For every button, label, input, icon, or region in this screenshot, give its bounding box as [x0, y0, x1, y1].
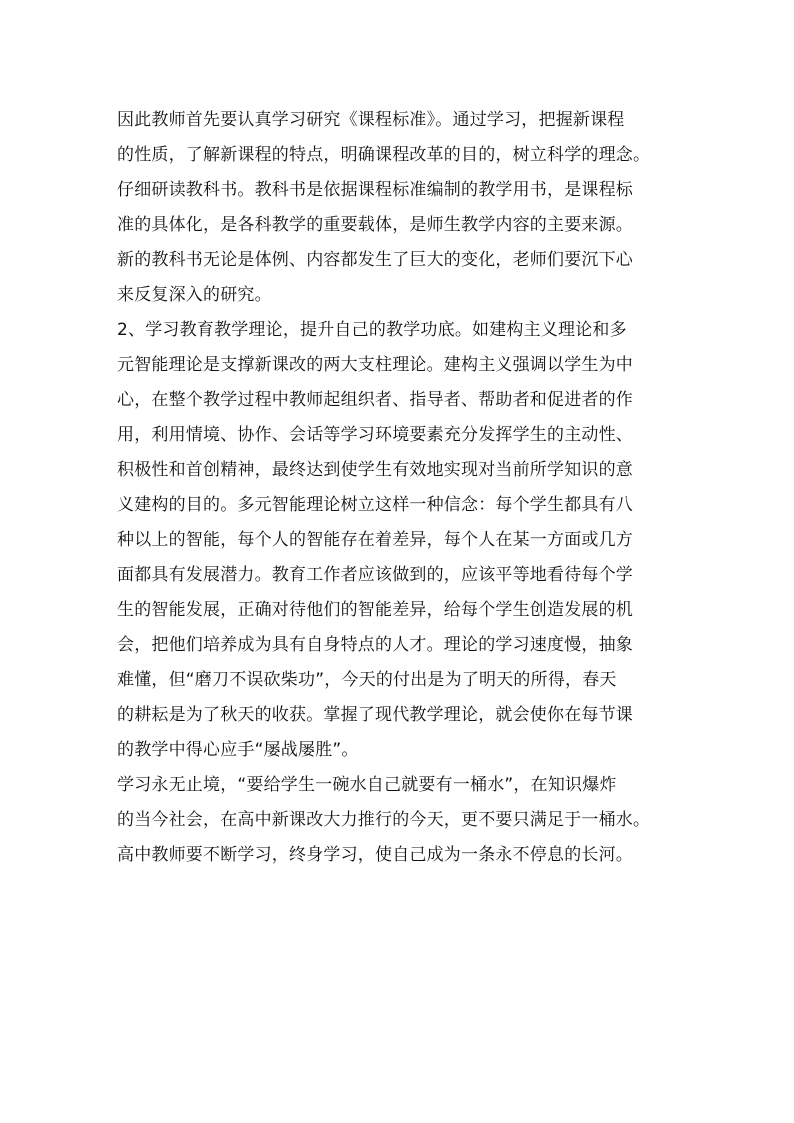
- text-line: 的当今社会，在高中新课改大力推行的今天，更不要只满足于一桶水。: [117, 810, 651, 830]
- text-line: 学习永无止境，“要给学生一碗水自己就要有一桶水”，在知识爆炸: [117, 775, 617, 795]
- text-line: 面都具有发展潜力。教育工作者应该做到的，应该平等地看待每个学: [117, 565, 633, 585]
- text-line: 元智能理论是支撑新课改的两大支柱理论。建构主义强调以学生为中: [117, 355, 633, 375]
- text-line: 2、学习教育教学理论，提升自己的教学功底。如建构主义理论和多: [117, 320, 627, 340]
- text-line: 来反复深入的研究。: [117, 285, 272, 305]
- text-line: 准的具体化，是各科教学的重要载体，是师生教学内容的主要来源。: [117, 215, 633, 235]
- text-line: 用，利用情境、协作、会话等学习环境要素充分发挥学生的主动性、: [117, 425, 633, 445]
- body-text: [117, 103, 687, 873]
- text-line: 积极性和首创精神，最终达到使学生有效地实现对当前所学知识的意: [117, 460, 633, 480]
- text-line: 新的教科书无论是体例、内容都发生了巨大的变化，老师们要沉下心: [117, 250, 633, 270]
- text-line: 仔细研读教科书。教科书是依据课程标准编制的教学用书，是课程标: [117, 180, 633, 200]
- text-line: 因此教师首先要认真学习研究《课程标准》。通过学习，把握新课程: [117, 110, 625, 130]
- text-line: 种以上的智能，每个人的智能存在着差异，每个人在某一方面或几方: [117, 530, 633, 550]
- text-line: 的教学中得心应手“屡战屡胜”。: [117, 740, 359, 760]
- text-line: 高中教师要不断学习，终身学习，使自己成为一条永不停息的长河。: [117, 845, 633, 865]
- text-line: 义建构的目的。多元智能理论树立这样一种信念：每个学生都具有八: [117, 495, 633, 515]
- text-line: 心，在整个教学过程中教师起组织者、指导者、帮助者和促进者的作: [117, 390, 633, 410]
- text-line: 的性质，了解新课程的特点，明确课程改革的目的，树立科学的理念。: [117, 145, 651, 165]
- text-line: 生的智能发展，正确对待他们的智能差异，给每个学生创造发展的机: [117, 600, 633, 620]
- text-line: 难懂，但“磨刀不误砍柴功”，今天的付出是为了明天的所得，春天: [117, 670, 617, 690]
- text-line: 会，把他们培养成为具有自身特点的人才。理论的学习速度慢，抽象: [117, 635, 633, 655]
- text-line: 的耕耘是为了秋天的收获。掌握了现代教学理论，就会使你在每节课: [117, 705, 633, 725]
